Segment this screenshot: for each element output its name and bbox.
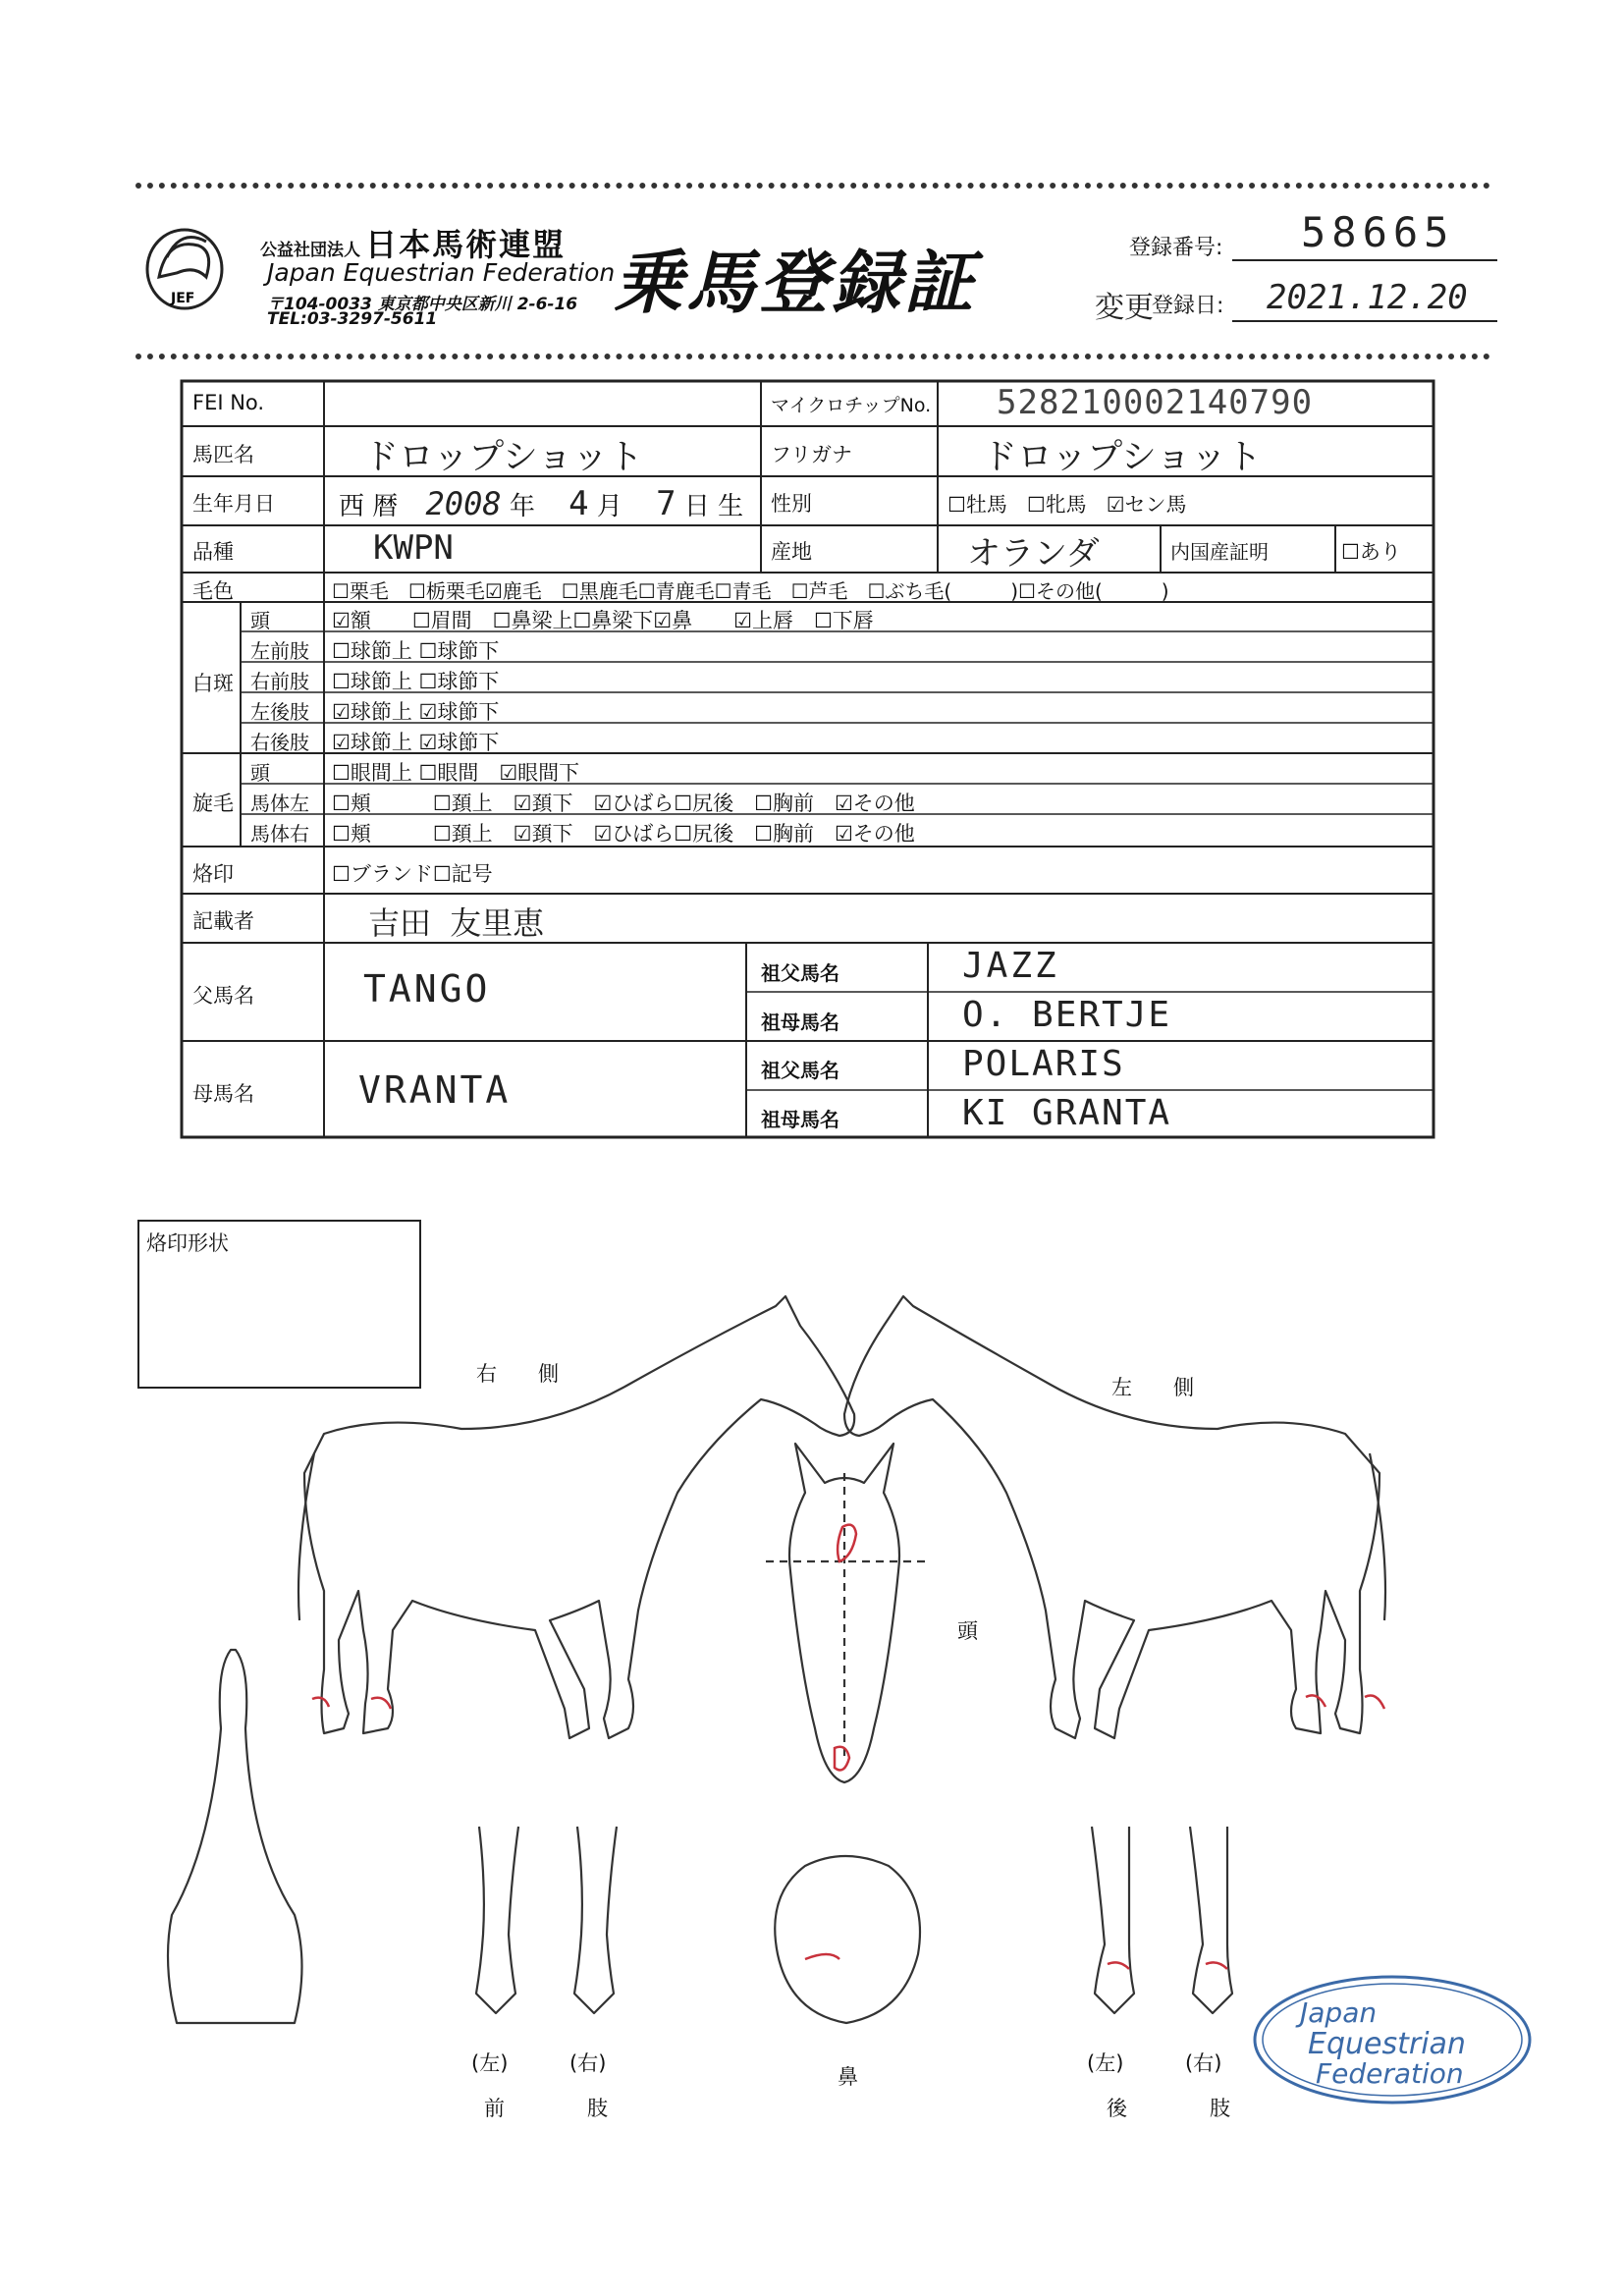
domestic-label: 内国産証明 (1170, 540, 1269, 564)
org-name: 日本馬術連盟 (365, 226, 567, 263)
writer-value: 吉田 友里恵 (368, 904, 545, 942)
sex-options (947, 489, 1187, 519)
left-hind2-marking (1365, 1696, 1384, 1710)
marking-overlays (312, 1525, 1384, 1969)
kana-label: フリガナ (771, 443, 852, 466)
hindleg-right-marking (1206, 1962, 1227, 1969)
origin-label: 産地 (771, 540, 812, 564)
hindleg-label: 後 肢 (1107, 2097, 1230, 2120)
birth-day-unit: 日 生 (683, 492, 744, 521)
org-type: 公益社団法人 (260, 241, 360, 260)
sire-dam-value: O. BERTJE (962, 995, 1172, 1035)
chip-value: 528210002140790 (997, 383, 1314, 422)
left-hind-marking (1306, 1695, 1325, 1707)
foreleg-right-outline (574, 1827, 617, 2013)
sex-mare[interactable]: ☐牝馬 (1026, 493, 1087, 517)
horse-left-side-outline (844, 1296, 1380, 1738)
sex-stallion[interactable]: ☐牡馬 (947, 493, 1007, 517)
whorl-part-left: 馬体左 (250, 792, 309, 815)
document-title: 乗馬登録証 (614, 243, 977, 323)
horse-muzzle-outline (775, 1856, 920, 2023)
white-row-head[interactable]: ☑額 ☐眉間 ☐鼻梁上☐鼻梁下☑鼻 ☑上唇 ☐下唇 (332, 609, 874, 632)
chip-label: マイクロチップNo. (771, 395, 932, 416)
white-part-rh: 右後肢 (250, 731, 309, 754)
grandsire-label-2: 祖父馬名 (761, 1059, 839, 1082)
white-row-rf[interactable]: ☐球節上 ☐球節下 (332, 670, 500, 693)
white-part-lf: 左前肢 (250, 639, 309, 663)
reg-no-label: 登録番号: (1129, 236, 1223, 260)
birth-day: 7 (656, 484, 676, 523)
whorl-part-right: 馬体右 (250, 822, 309, 846)
foreleg-label: 前 肢 (484, 2097, 608, 2120)
jef-stamp (1249, 1971, 1536, 2108)
nose-label: 鼻 (838, 2065, 858, 2089)
birth-year: 2008 (425, 485, 502, 522)
name-value: ドロップショット (363, 437, 644, 477)
whorl-label: 旋毛 (192, 792, 234, 815)
sire-sire-value: JAZZ (962, 946, 1059, 986)
fei-label: FEI No. (192, 391, 265, 414)
dam-label: 母馬名 (192, 1082, 254, 1106)
hindleg-right-outline (1190, 1827, 1232, 2013)
foreleg-right-label: (右) (569, 2051, 607, 2075)
whorl-part-head: 頭 (250, 761, 270, 785)
birth-date (339, 484, 743, 523)
hindleg-left-outline (1092, 1827, 1134, 2013)
sire-value: TANGO (363, 967, 491, 1011)
right-hind2-marking (371, 1698, 391, 1709)
birth-label: 生年月日 (192, 492, 275, 516)
white-row-lh[interactable]: ☑球節上 ☑球節下 (332, 700, 500, 724)
foreleg-left-outline (476, 1827, 518, 2013)
stamp-line1: Japan (1300, 1996, 1378, 2029)
change-mark: 変更 (1095, 291, 1154, 325)
white-row-rh[interactable]: ☑球節上 ☑球節下 (332, 731, 500, 754)
domestic-option[interactable]: ☐あり (1341, 540, 1401, 564)
sire-label: 父馬名 (192, 984, 254, 1008)
org-name-en: Japan Equestrian Federation (267, 258, 616, 287)
stamp-line2: Equestrian (1308, 2027, 1466, 2061)
dam-dam-value: KI GRANTA (962, 1093, 1172, 1133)
granddam-label-1: 祖母馬名 (761, 1011, 839, 1034)
hindleg-left-label: (左) (1087, 2051, 1124, 2075)
coat-label: 毛色 (192, 579, 234, 603)
breed-label: 品種 (192, 540, 234, 564)
white-label: 白斑 (192, 672, 234, 695)
white-part-head: 頭 (250, 609, 270, 632)
birth-year-unit: 年 (509, 492, 535, 521)
coat-options[interactable]: ☐栗毛 ☐栃栗毛☑鹿毛 ☐黒鹿毛☐青鹿毛☐青毛 ☐芦毛 ☐ぶち毛( )☐その他( ) (332, 579, 1169, 603)
brand-shape-label: 烙印形状 (146, 1231, 229, 1255)
reg-date-label: 登録日: (1152, 294, 1224, 318)
sex-gelding[interactable]: ☑セン馬 (1106, 493, 1187, 517)
logo-text: JEF (171, 291, 195, 306)
brand-label: 烙印 (192, 862, 234, 886)
dam-value: VRANTA (358, 1068, 512, 1112)
reg-date-value: 2021.12.20 (1267, 278, 1468, 317)
whorl-row-left[interactable]: ☐頬 ☐頚上 ☑頚下 ☑ひばら☐尻後 ☐胸前 ☑その他 (332, 792, 915, 815)
dam-sire-value: POLARIS (962, 1044, 1125, 1084)
horse-neck-top-outline (168, 1650, 302, 2023)
white-part-rf: 右前肢 (250, 670, 309, 693)
whorl-row-head[interactable]: ☐眼間上 ☐眼間 ☑眼間下 (332, 761, 580, 785)
white-row-lf[interactable]: ☐球節上 ☐球節下 (332, 639, 500, 663)
foreleg-left-label: (左) (471, 2051, 509, 2075)
right-side-label: 右 側 (476, 1362, 559, 1386)
birth-month: 4 (568, 484, 589, 523)
org-address: 〒104-0033 東京都中央区新川 2-6-16 (267, 295, 578, 314)
forehead-marking (838, 1525, 856, 1561)
white-part-lh: 左後肢 (250, 700, 309, 724)
stamp-line3: Federation (1316, 2057, 1464, 2090)
writer-label: 記載者 (192, 909, 254, 933)
hindleg-right-label: (右) (1185, 2051, 1222, 2075)
head-label: 頭 (957, 1619, 978, 1643)
kana-value: ドロップショット (982, 437, 1263, 477)
granddam-label-2: 祖母馬名 (761, 1108, 839, 1131)
name-label: 馬匹名 (192, 443, 254, 466)
brand-options[interactable]: ☐ブランド☐記号 (332, 862, 493, 886)
nose-marking (835, 1747, 849, 1771)
org-tel: TEL:03-3297-5611 (267, 309, 438, 329)
upper-lip-marking (805, 1954, 839, 1959)
origin-value: オランダ (967, 534, 1100, 574)
hindleg-left-marking (1108, 1962, 1129, 1969)
reg-no-value: 58665 (1301, 208, 1455, 256)
sex-label: 性別 (771, 492, 812, 516)
horse-right-side-outline (304, 1296, 854, 1738)
breed-value: KWPN (373, 528, 454, 568)
whorl-row-right[interactable]: ☐頬 ☐頚上 ☑頚下 ☑ひばら☐尻後 ☐胸前 ☑その他 (332, 822, 915, 846)
grandsire-label-1: 祖父馬名 (761, 961, 839, 985)
birth-month-unit: 月 (596, 492, 622, 521)
left-side-label: 左 側 (1111, 1376, 1194, 1399)
birth-era: 西 暦 (339, 492, 399, 521)
